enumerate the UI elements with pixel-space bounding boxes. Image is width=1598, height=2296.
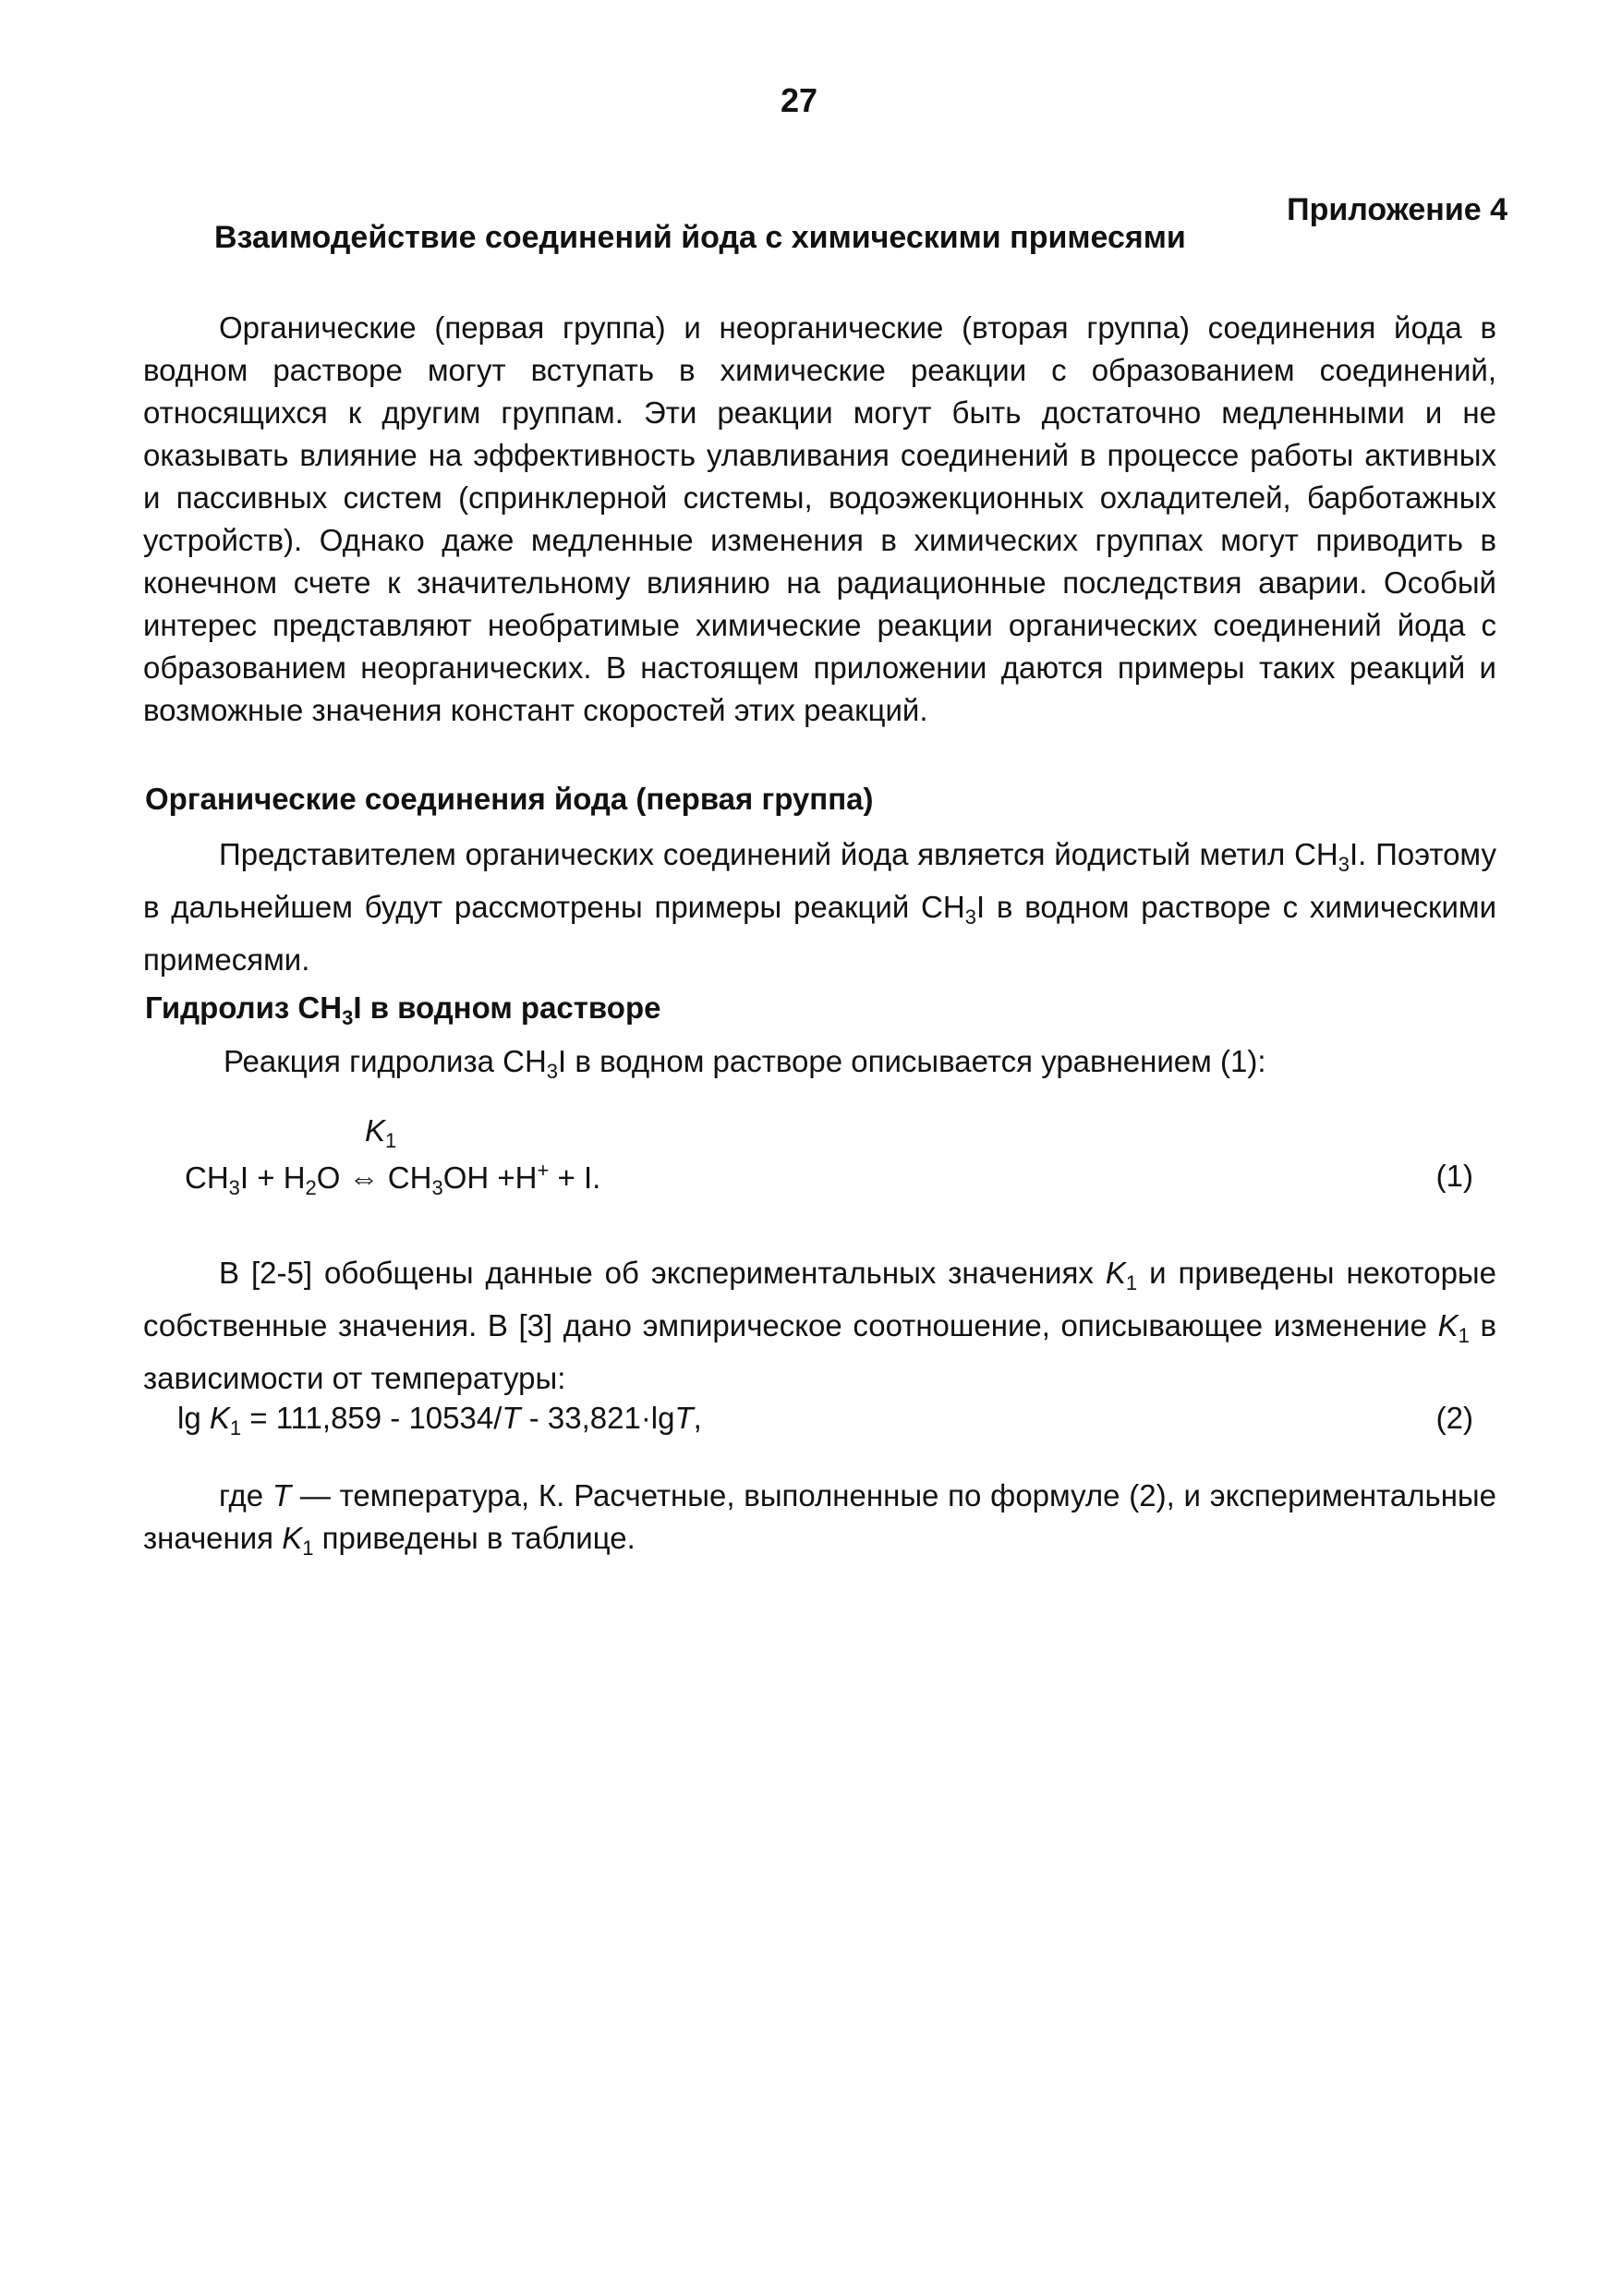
eq1-part-a: CH xyxy=(185,1160,229,1195)
eq1-part-c: O ⇔ CH xyxy=(316,1160,432,1195)
eq2-part-d: , xyxy=(693,1401,702,1435)
hydrolysis-intro-b: I в водном растворе описывается уравнением (1): xyxy=(558,1044,1266,1078)
organic-paragraph xyxy=(143,833,1496,981)
literature-text-c: в зависимости от температуры: xyxy=(143,1308,1497,1395)
heading-organic-iodine: Органические соединения йода (первая группа) xyxy=(145,782,874,816)
rate-constant-k: K xyxy=(1105,1256,1126,1290)
eq2-part-a: lg xyxy=(177,1401,210,1435)
organic-text-a: Представителем органических соединений йода является йодистый метил CH xyxy=(219,837,1338,871)
temperature-symbol: T xyxy=(674,1401,694,1435)
equation-1-number: (1) xyxy=(1435,1159,1473,1193)
rate-constant-label xyxy=(365,1113,396,1153)
where-text xyxy=(143,1475,1496,1570)
page-number: 27 xyxy=(780,81,818,119)
rate-constant-k: K xyxy=(1437,1308,1459,1342)
hydrolysis-intro-a: Реакция гидролиза CH xyxy=(224,1044,547,1078)
rate-constant-subscript: 1 xyxy=(1125,1271,1138,1294)
subscript-3: 3 xyxy=(228,1176,240,1199)
rate-constant-subscript: 1 xyxy=(229,1416,242,1440)
organic-text-b: I. Поэтому в дальнейшем будут рассмотрены примеры реакций CH xyxy=(143,837,1496,924)
document-title: Взаимодействие соединений йода с химическими примесями xyxy=(214,220,1186,255)
eq2-part-c: - 33,821·lg xyxy=(520,1401,675,1435)
organic-text xyxy=(143,833,1496,981)
rate-constant-k: K xyxy=(282,1521,303,1555)
rate-constant-subscript: 1 xyxy=(385,1129,397,1152)
eq1-part-b: I + H xyxy=(239,1160,306,1195)
equation-2-number: (2) xyxy=(1435,1401,1473,1435)
literature-text-a: В [2-5] обобщены данные об экспериментальных значениях xyxy=(219,1256,1106,1290)
literature-paragraph xyxy=(143,1252,1496,1400)
temperature-symbol: T xyxy=(272,1478,292,1512)
subscript-3: 3 xyxy=(342,1006,354,1029)
superscript-plus: + xyxy=(537,1159,550,1182)
literature-text xyxy=(143,1252,1496,1400)
literature-text-b: и приведены некоторые собственные значения. В [3] дано эмпирическое соотношение, описывающее изменение xyxy=(143,1256,1496,1342)
eq2-part-b: = 111,859 - 10534/ xyxy=(241,1401,502,1435)
heading-hydrolysis xyxy=(145,990,660,1030)
rate-constant-k: K xyxy=(365,1113,386,1148)
heading-hydrolysis-b: I в водном растворе xyxy=(353,990,661,1025)
subscript-2: 2 xyxy=(305,1176,317,1199)
eq1-part-e: + I. xyxy=(549,1160,601,1195)
equation-1 xyxy=(185,1159,600,1200)
eq1-part-d: OH +H xyxy=(442,1160,538,1195)
hydrolysis-intro xyxy=(224,1044,1266,1084)
rate-constant-subscript: 1 xyxy=(1458,1324,1470,1347)
organic-text-c: I в водном растворе с химическими примесями. xyxy=(143,890,1496,977)
rate-constant-k: K xyxy=(209,1401,230,1435)
subscript-3: 3 xyxy=(1338,853,1350,876)
where-text-c: приведены в таблице. xyxy=(313,1521,636,1555)
subscript-3: 3 xyxy=(431,1176,443,1199)
heading-hydrolysis-a: Гидролиз CH xyxy=(145,990,343,1025)
equation-2 xyxy=(177,1401,702,1440)
intro-paragraph xyxy=(143,307,1496,732)
intro-text: Органические (первая группа) и неорганические (вторая группа) соединения йода в водном растворе могут вступать в химические реакции с образованием соединений, относящихся к другим группам. Эти реакции могут быть достаточно медленными и не оказывать влияние на эффективность улавливания соединений в процессе работы активных и пассивных систем (спринклерной системы, водоэжекционных охладителей, барботажных устройств). Однако даже медленные изменения в химических группах могут приводить в конечном счете к значительному влиянию на радиационные последствия аварии. Особый интерес представляют необратимые химические реакции органических соединений йода с образованием неорганических. В настоящем приложении даются примеры таких реакций и возможные значения констант скоростей этих реакций. xyxy=(143,310,1496,727)
rate-constant-subscript: 1 xyxy=(302,1537,314,1560)
subscript-3: 3 xyxy=(546,1060,559,1083)
temperature-symbol: T xyxy=(502,1401,521,1435)
where-paragraph xyxy=(143,1475,1496,1570)
subscript-3: 3 xyxy=(964,905,976,929)
where-text-b: — температура, К. Расчетные, выполненные по формуле (2), и экспериментальные значения xyxy=(143,1478,1496,1555)
where-text-a: где xyxy=(219,1478,272,1512)
appendix-label: Приложение 4 xyxy=(1287,192,1507,227)
